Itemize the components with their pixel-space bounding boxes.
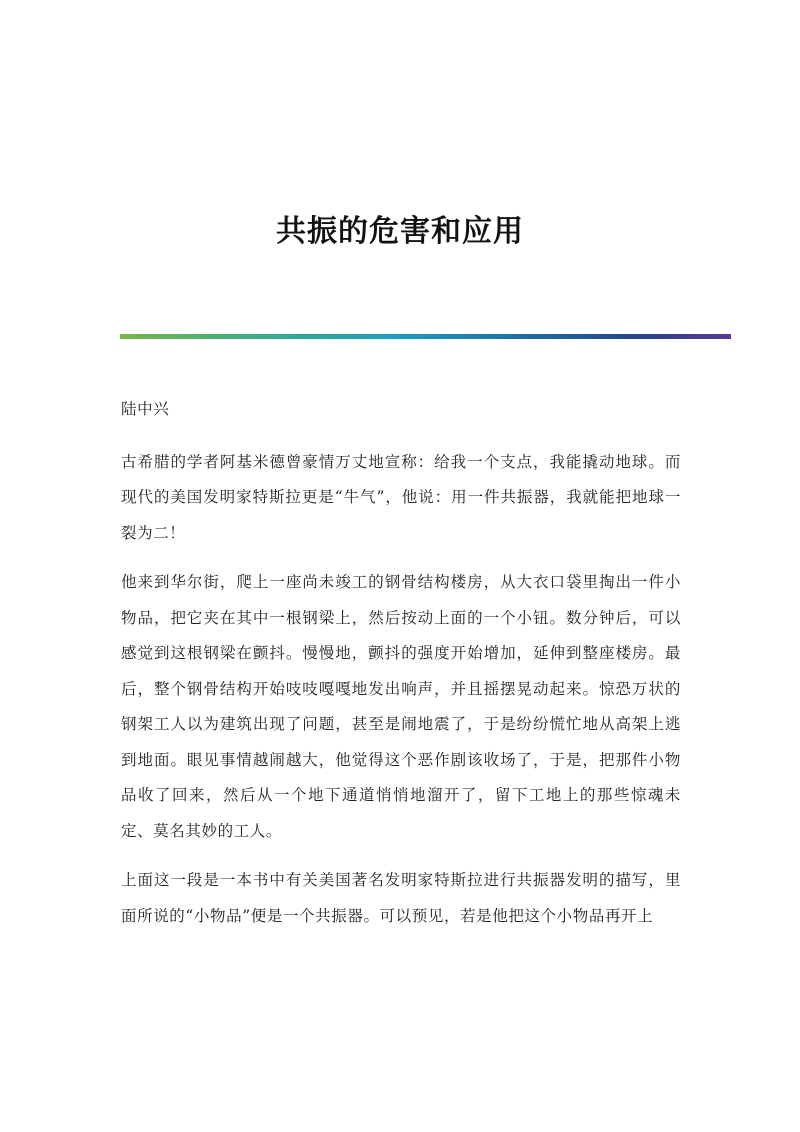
author-name: 陆中兴 <box>121 400 170 418</box>
paragraph: 他来到华尔街，爬上一座尚未竣工的钢骨结构楼房，从大衣口袋里掏出一件小物品，把它夹在其中一根钢梁上，然后按动上面的一个小钮。数分钟后，可以感觉到这根钢梁在颤抖。慢慢地，颤抖的强度开始增加，延伸到整座楼房。最后，整个钢骨结构开始吱吱嘎嘎地发出响声，并且摇摆晃动起来。惊恐万状的钢架工人以为建筑出现了问题，甚至是闹地震了，于是纷纷慌忙地从高架上逃到地面。眼见事情越闹越大，他觉得这个恶作剧该收场了，于是，把那件小物品收了回来，然后从一个地下通道悄悄地溜开了，留下工地上的那些惊魂未定、莫名其妙的工人。 <box>121 573 681 840</box>
paragraph: 古希腊的学者阿基米德曾豪情万丈地宣称：给我一个支点，我能撬动地球。而现代的美国发明家特斯拉更是“牛气”，他说：用一件共振器，我就能把地球一裂为二！ <box>121 452 681 542</box>
title-divider <box>120 334 731 339</box>
paragraph: 上面这一段是一本书中有关美国著名发明家特斯拉进行共振器发明的描写，里面所说的“小物品”便是一个共振器。可以预见，若是他把这个小物品再开上 <box>121 871 681 925</box>
document-title: 共振的危害和应用 <box>276 214 524 250</box>
document-body <box>121 392 681 948</box>
